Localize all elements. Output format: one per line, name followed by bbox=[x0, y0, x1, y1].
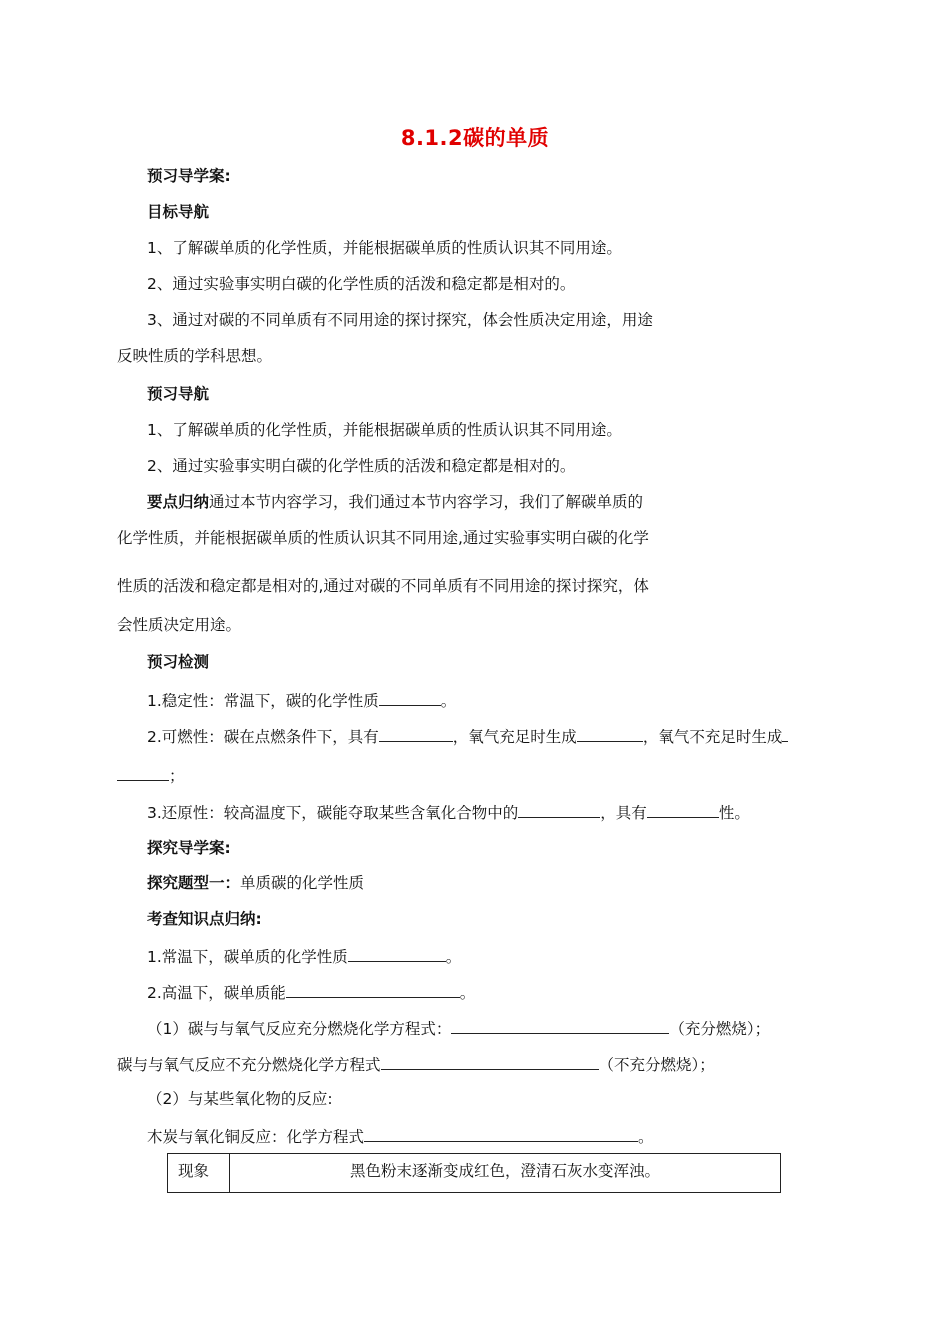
answer-blank bbox=[577, 724, 643, 742]
answer-blank bbox=[381, 1052, 599, 1070]
question-text: ； bbox=[169, 767, 185, 785]
knowledge-item-4 bbox=[117, 1052, 715, 1076]
question-text: 性。 bbox=[718, 804, 750, 822]
summary-line: 会性质决定用途。 bbox=[117, 616, 242, 634]
nav-item: 1、了解碳单质的化学性质，并能根据碳单质的性质认识其不同用途。 bbox=[147, 421, 622, 439]
nav-item: 2、通过实验事实明白碳的化学性质的活泼和稳定都是相对的。 bbox=[147, 457, 576, 475]
explore-type-label: 探究题型一： bbox=[147, 874, 241, 892]
item-text: （充分燃烧）； bbox=[669, 1020, 771, 1038]
item-text: （不充分燃烧）； bbox=[598, 1056, 715, 1074]
item-text: （1）碳与与氧气反应充分燃烧化学方程式： bbox=[147, 1020, 452, 1038]
summary-line bbox=[147, 491, 643, 513]
question-text: ，氧气充足时生成 bbox=[452, 728, 577, 746]
page-title: 8.1.2碳的单质 bbox=[400, 126, 550, 150]
item-text: 木炭与氧化铜反应：化学方程式 bbox=[147, 1128, 365, 1146]
knowledge-item-2 bbox=[147, 980, 475, 1004]
check-heading: 预习检测 bbox=[147, 653, 210, 671]
summary-line: 化学性质，并能根据碳单质的性质认识其不同用途,通过实验事实明白碳的化学 bbox=[117, 529, 649, 547]
answer-blank bbox=[647, 800, 719, 818]
item-text: 。 bbox=[638, 1128, 654, 1146]
answer-blank bbox=[379, 724, 453, 742]
knowledge-item-3 bbox=[147, 1016, 770, 1040]
explore-type-text: 单质碳的化学性质 bbox=[240, 874, 365, 892]
explore-heading: 探究导学案: bbox=[147, 839, 231, 857]
answer-blank bbox=[518, 800, 600, 818]
nav-heading: 预习导航 bbox=[147, 385, 210, 403]
knowledge-item-5: （2）与某些氧化物的反应: bbox=[147, 1090, 333, 1108]
check-question-2 bbox=[147, 724, 788, 748]
goal-heading: 目标导航 bbox=[147, 203, 210, 221]
question-text: ，氧气不充足时生成 bbox=[642, 728, 783, 746]
summary-text: 通过本节内容学习，我们通过本节内容学习，我们了解碳单质的 bbox=[209, 493, 644, 511]
check-question-2-cont bbox=[117, 763, 185, 787]
answer-blank bbox=[364, 1124, 638, 1142]
knowledge-item-6 bbox=[147, 1124, 654, 1148]
summary-label: 要点归纳 bbox=[147, 493, 210, 511]
answer-blank bbox=[348, 944, 446, 962]
question-text: 3.还原性：较高温度下，碳能夺取某些含氧化合物中的 bbox=[147, 804, 519, 822]
item-text: 。 bbox=[445, 948, 462, 966]
answer-blank bbox=[379, 688, 441, 706]
check-question-3 bbox=[147, 800, 750, 824]
answer-blank bbox=[286, 980, 460, 998]
table-value-cell: 黑色粉末逐渐变成红色，澄清石灰水变浑浊。 bbox=[349, 1162, 660, 1180]
question-text: ，具有 bbox=[600, 804, 647, 822]
item-text: 。 bbox=[459, 984, 476, 1002]
explore-type bbox=[147, 872, 364, 894]
table-label-cell: 现象 bbox=[168, 1154, 230, 1192]
knowledge-heading: 考查知识点归纳: bbox=[147, 910, 262, 928]
item-text: 碳与与氧气反应不充分燃烧化学方程式 bbox=[117, 1056, 381, 1074]
goal-item: 1、了解碳单质的化学性质，并能根据碳单质的性质认识其不同用途。 bbox=[147, 239, 622, 257]
goal-item: 2、通过实验事实明白碳的化学性质的活泼和稳定都是相对的。 bbox=[147, 275, 576, 293]
summary-line: 性质的活泼和稳定都是相对的,通过对碳的不同单质有不同用途的探讨探究，体 bbox=[117, 577, 649, 595]
check-question-1 bbox=[147, 688, 456, 712]
question-text: 1.稳定性：常温下，碳的化学性质 bbox=[147, 692, 379, 710]
preview-heading: 预习导学案: bbox=[147, 167, 231, 185]
knowledge-item-1 bbox=[147, 944, 461, 968]
question-text: 。 bbox=[440, 692, 457, 710]
goal-item: 3、通过对碳的不同单质有不同用途的探讨探究，体会性质决定用途，用途 bbox=[147, 311, 653, 329]
item-text: 1.常温下，碳单质的化学性质 bbox=[147, 948, 348, 966]
answer-blank bbox=[117, 763, 169, 781]
goal-item: 反映性质的学科思想。 bbox=[117, 347, 273, 365]
answer-blank bbox=[782, 724, 788, 742]
answer-blank bbox=[451, 1016, 669, 1034]
item-text: 2.高温下，碳单质能 bbox=[147, 984, 286, 1002]
question-text: 2.可燃性：碳在点燃条件下，具有 bbox=[147, 728, 379, 746]
phenomenon-table bbox=[167, 1153, 781, 1193]
